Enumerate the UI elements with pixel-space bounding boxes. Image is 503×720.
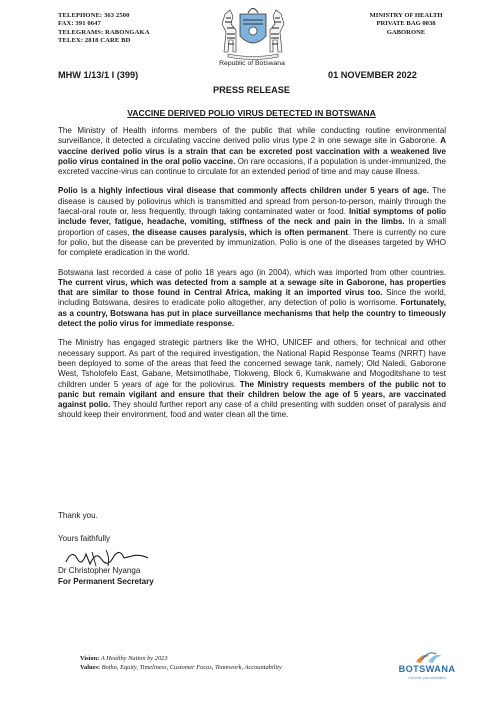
text-run: They should further report any case of a child presenting with sudden onset of paralysis and should keep their environment, food and water clean all the time. — [58, 400, 446, 420]
emphasized-text-run: Initial symptoms of polio include fever, fatigue, headache, vomiting, stiffness of the neck and pain in the limbs. — [58, 207, 447, 227]
emphasized-text-run: A vaccine derived polio virus is a strain that can be excreted post vaccination with a weakened live polio virus contained in the oral polio vaccine. — [58, 136, 446, 166]
text-run: Since the world, including Botswana, desires to eradicate polio altogether, any detection of polio is worrisome. — [58, 288, 446, 308]
letterhead-line: TELEPHONE: 363 2500 — [58, 12, 130, 19]
emphasized-text-run: The current virus, which was detected from a sample at a sewage site in Gaborone, has properties that are similar to those found in Central Africa, making it an imported virus too. — [58, 277, 446, 298]
text-run: In a small proportion of cases, — [58, 217, 446, 237]
thank-you-line: Thank you. — [58, 511, 98, 520]
emphasized-text-run: Fortunately, as a country, Botswana has put in place surveillance mechanisms that help the country to timeously detect the polio virus for immediate response. — [58, 298, 446, 329]
values-value: Botho, Equity, Timeliness, Customer Focus, Teamwork, Accountability — [101, 663, 282, 671]
botswana-coat-of-arms-icon — [214, 2, 292, 60]
letterhead-line: PRIVATE BAG 0038 — [376, 20, 436, 28]
closing-line: Yours faithfully — [58, 534, 111, 543]
release-date: 01 NOVEMBER 2022 — [328, 70, 417, 80]
document-headline: VACCINE DERIVED POLIO VIRUS DETECTED IN BOTSWANA — [127, 108, 376, 118]
footer — [80, 655, 282, 672]
letterhead-line: FAX: 391 0647 — [58, 20, 101, 28]
letterhead-address — [358, 12, 454, 37]
paragraph — [58, 338, 446, 420]
signatory-title: For Permanent Secretary — [58, 577, 154, 586]
text-run: The Ministry has engaged strategic partners like the WHO, UNICEF and others, for technical and other necessary support. As part of the required investigation, the National Rapid Response Teams (NRRT) have been deployed to some of the areas that feed the concerned sewage tank, namely; Old Naledi, Gaborone West, Tsholofelo East, Gabane, Metsimotlhabe, Tlokweng, Block 6, Kumakwane and Mogoditshane to test children under 5 years of age for the poliovirus. — [58, 338, 446, 389]
text-run: The disease is caused by poliovirus which is transmitted and spread from person-to-person, mainly through the faecal-oral route or, less frequently, through taking contaminated water or food. — [58, 186, 446, 217]
brand-tagline: Our pride, your destination — [408, 676, 446, 680]
emphasized-text-run: The Ministry requests members of the public not to panic but remain vigilant and ensure that their children below the age of 5 years, are vaccinated against polio. — [58, 379, 446, 410]
republic-label: Republic of Botswana — [219, 60, 285, 67]
text-run: . There is currently no cure for polio, but the disease can be prevented by immunization. Polio is one of the diseases targeted by WHO for complete eradication in the world. — [58, 227, 446, 258]
letterhead-contact — [58, 12, 150, 46]
paragraph — [58, 268, 446, 330]
text-run: Botswana last recorded a case of polio 18 years ago (in 2004), which was imported from other countries. — [58, 267, 446, 277]
signatory-name: Dr Christopher Nyanga — [58, 566, 141, 575]
values-line — [80, 664, 282, 673]
brand-wordmark: BOTSWANA — [398, 664, 456, 674]
letterhead-line: TELEGRAMS: RABONGAKA — [58, 28, 150, 36]
emphasized-text-run: Polio is a highly infectious viral disease that commonly affects children under 5 years of age. — [58, 186, 430, 196]
body-text — [58, 126, 446, 430]
emphasized-text-run: the disease causes paralysis, which is often permanent — [132, 227, 348, 237]
paragraph — [58, 186, 446, 258]
paragraph — [58, 126, 446, 177]
letterhead-line: GABORONE — [386, 28, 426, 36]
press-release-heading: PRESS RELEASE — [212, 85, 291, 95]
letterhead-line: TELEX: 2818 CARE BD — [58, 37, 131, 45]
letterhead-line: MINISTRY OF HEALTH — [369, 12, 443, 19]
vision-value: A Healthy Nation by 2023 — [100, 655, 168, 662]
vision-line — [80, 655, 282, 664]
reference-number: MHW 1/13/1 I (399) — [58, 70, 139, 80]
values-label: Values: — [80, 663, 101, 671]
text-run: On rare occasions, if a population is under-immunized, the excreted vaccine-virus can continue to circulate for an extended period of time and may cause illness. — [58, 156, 446, 177]
text-run: The Ministry of Health informs members of the public that while conducting routine environmental surveillance, it detected a circulating vaccine derived polio virus type 2 in one sewage site in Gaborone. — [58, 126, 446, 146]
vision-label: Vision: — [80, 655, 100, 662]
